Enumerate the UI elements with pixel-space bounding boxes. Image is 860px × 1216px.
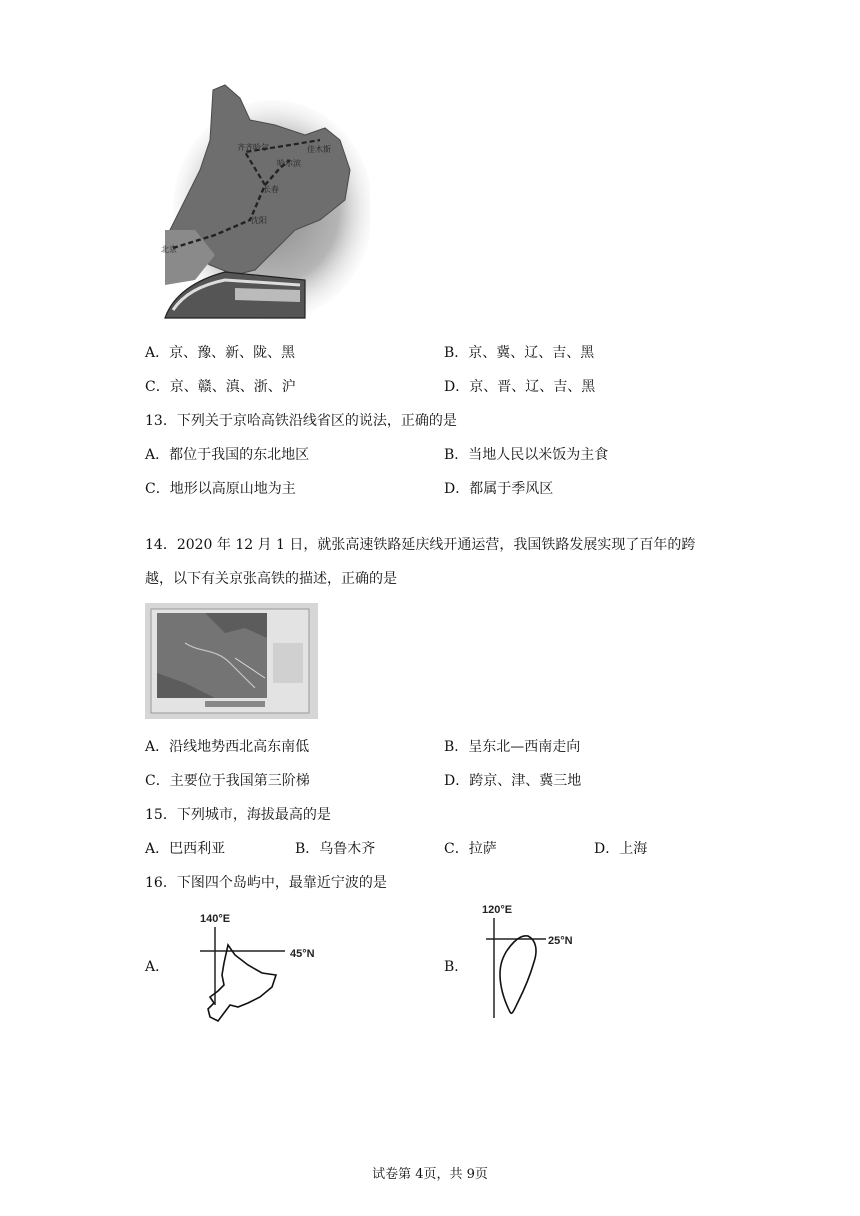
q13-stem: 13．下列关于京哈高铁沿线省区的说法，正确的是 bbox=[145, 413, 457, 429]
page-footer: 试卷第 4页，共 9页 bbox=[372, 1167, 488, 1182]
q14-stem-line2: 越，以下有关京张高铁的描述，正确的是 bbox=[145, 571, 397, 587]
q16-stem: 16．下图四个岛屿中，最靠近宁波的是 bbox=[145, 875, 387, 891]
q12-option-c[interactable]: C．京、赣、滇、浙、沪 bbox=[145, 379, 296, 395]
city-label-jiamusi: 佳木斯 bbox=[307, 145, 331, 154]
q13-option-a[interactable]: A．都位于我国的东北地区 bbox=[145, 447, 310, 463]
q14-stem-line1: 14．2020 年 12 月 1 日，就张高速铁路延庆线开通运营，我国铁路发展实现了百年的跨 bbox=[145, 537, 696, 553]
island-b-longitude-label: 120°E bbox=[482, 904, 513, 916]
q16-option-b-label[interactable]: B． bbox=[444, 959, 469, 975]
city-label-harbin: 哈尔滨 bbox=[277, 159, 301, 168]
city-label-changchun: 长春 bbox=[263, 185, 279, 194]
q15-option-b[interactable]: B．乌鲁木齐 bbox=[295, 841, 376, 857]
city-label-shenyang: 沈阳 bbox=[251, 216, 267, 225]
q15-stem: 15．下列城市，海拔最高的是 bbox=[145, 807, 331, 823]
q15-option-c[interactable]: C．拉萨 bbox=[444, 841, 497, 857]
q14-option-c[interactable]: C．主要位于我国第三阶梯 bbox=[145, 773, 310, 789]
q16-option-a-label[interactable]: A． bbox=[145, 959, 170, 975]
island-a-longitude-label: 140°E bbox=[200, 913, 231, 925]
q13-option-d[interactable]: D．都属于季风区 bbox=[444, 481, 554, 497]
island-b-map bbox=[478, 900, 598, 1025]
island-a-map bbox=[190, 905, 340, 1030]
q13-option-b[interactable]: B．当地人民以米饭为主食 bbox=[444, 447, 609, 463]
railway-map-figure bbox=[155, 80, 370, 325]
city-label-beijing: 北京 bbox=[161, 245, 177, 254]
q15-option-a[interactable]: A．巴西利亚 bbox=[145, 841, 226, 857]
island-a-latitude-label: 45°N bbox=[290, 948, 315, 960]
q14-option-a[interactable]: A．沿线地势西北高东南低 bbox=[145, 739, 310, 755]
q12-option-d[interactable]: D．京、晋、辽、吉、黑 bbox=[444, 379, 596, 395]
island-b-latitude-label: 25°N bbox=[548, 935, 573, 947]
city-label-qiqihar: 齐齐哈尔 bbox=[237, 143, 269, 152]
q15-option-d[interactable]: D．上海 bbox=[594, 841, 648, 857]
q12-option-a[interactable]: A．京、豫、新、陇、黑 bbox=[145, 345, 296, 361]
q14-option-d[interactable]: D．跨京、津、冀三地 bbox=[444, 773, 582, 789]
q14-option-b[interactable]: B．呈东北—西南走向 bbox=[444, 739, 581, 755]
q12-option-b[interactable]: B．京、冀、辽、吉、黑 bbox=[444, 345, 595, 361]
beijing-zhangjiakou-map-figure bbox=[145, 603, 318, 719]
q13-option-c[interactable]: C．地形以高原山地为主 bbox=[145, 481, 296, 497]
